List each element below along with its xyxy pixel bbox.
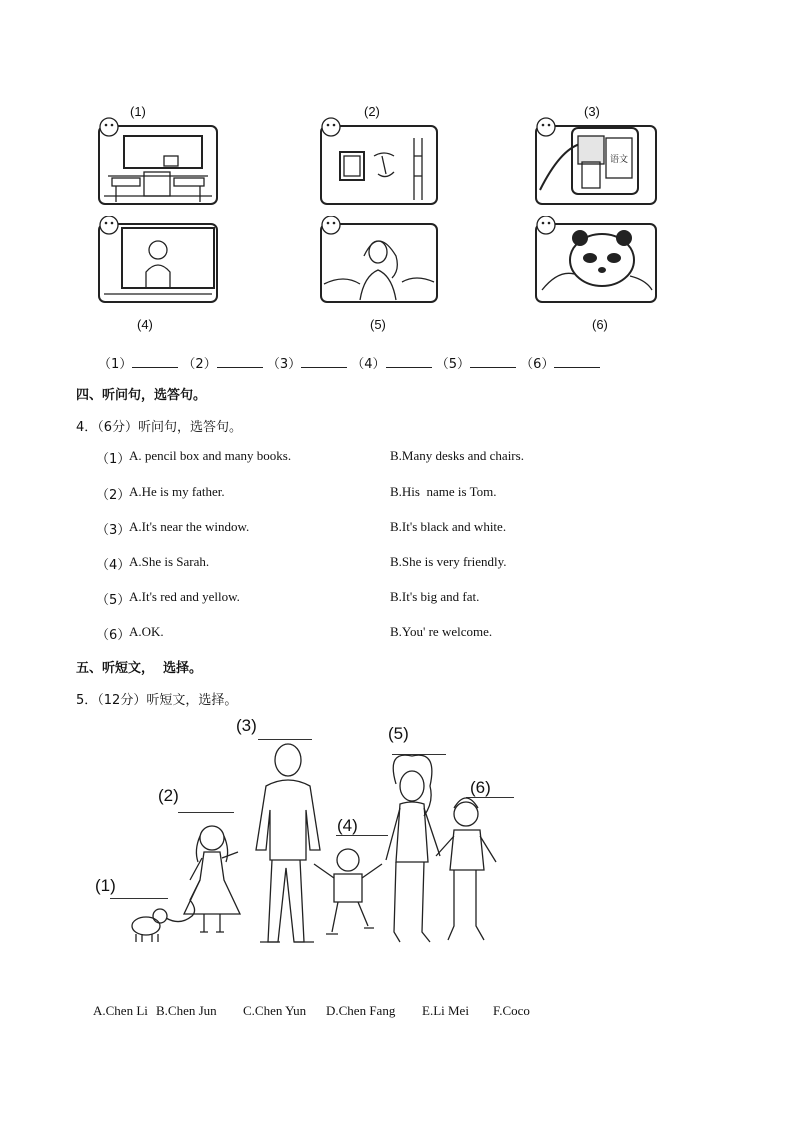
option-a[interactable]: A.Chen Li [93,1003,148,1018]
family-drawing [120,738,510,954]
answer-blank-3[interactable] [301,355,347,368]
answer-num-3: （3） [266,357,302,372]
section-4-heading: 四、听问句，选答句。 [76,388,207,403]
picture-label-4: (4) [137,317,153,332]
picture-label-6: (6) [592,317,608,332]
item-4-number: （4） [96,558,131,573]
item-5-option-b[interactable]: B.It's big and fat. [390,589,480,604]
figure-label-1: (1) [95,876,116,895]
classroom-picture [96,116,220,208]
item-3-number: （3） [96,523,131,538]
answer-num-5: （5） [435,357,470,372]
answer-num-6: （6） [520,357,555,372]
dog-figure [132,880,200,942]
item-4-option-b[interactable]: B.She is very friendly. [390,554,507,569]
option-c[interactable]: C.Chen Yun [243,1003,307,1018]
panda-bag-picture [532,216,660,306]
item-1-number: （1） [96,452,131,467]
answer-blank-4[interactable] [386,355,432,368]
figure-label-3: (3) [236,716,257,735]
svg-text:语文: 语文 [610,155,629,165]
answer-row [98,353,600,372]
item-6-option-a[interactable]: A.OK. [129,624,164,639]
picture-label-1: (1) [130,104,146,119]
wall-pictures-picture [318,116,440,208]
item-5-number: （5） [96,593,131,608]
answer-num-4: （4） [351,357,386,372]
option-d[interactable]: D.Chen Fang [326,1003,396,1018]
section-5-heading: 五、听短文， 选择。 [76,661,203,676]
figure-label-2: (2) [158,786,179,805]
mother-figure [386,755,440,942]
item-3-option-a[interactable]: A.It's near the window. [129,519,250,534]
woman-picture [318,216,440,306]
figure-label-5: (5) [388,724,409,743]
answer-num-1: （1） [98,357,133,372]
section-4-question: 4．（6分）听问句，选答句。 [76,420,243,435]
item-1-option-a[interactable]: A. pencil box and many books. [129,448,292,463]
option-e[interactable]: E.Li Mei [422,1003,469,1018]
item-5-option-a[interactable]: A.It's red and yellow. [129,589,240,604]
option-b[interactable]: B.Chen Jun [156,1003,217,1018]
item-3-option-b[interactable]: B.It's black and white. [390,519,507,534]
answer-blank-2[interactable] [217,355,263,368]
answer-blank-6[interactable] [554,355,600,368]
item-2-option-b[interactable]: B.His name is Tom. [390,484,497,499]
item-1-option-b[interactable]: B.Many desks and chairs. [390,448,524,463]
item-2-number: （2） [96,488,131,503]
boy-figure [314,849,382,934]
picture-label-3: (3) [584,104,600,119]
bag-books-picture [532,116,660,208]
item-4-option-a[interactable]: A.She is Sarah. [129,554,210,569]
item-2-option-a[interactable]: A.He is my father. [129,484,225,499]
option-f[interactable]: F.Coco [493,1003,530,1018]
section-5-question: 5．（12分）听短文，选择。 [76,693,238,708]
picture-label-5: (5) [370,317,386,332]
figure-label-4: (4) [337,816,358,835]
item-6-option-b[interactable]: B.You' re welcome. [390,624,493,639]
item-6-number: （6） [96,628,131,643]
figure-label-6: (6) [470,778,491,797]
answer-blank-5[interactable] [470,355,516,368]
answer-num-2: （2） [182,357,217,372]
father-figure [256,744,320,942]
picture-label-2: (2) [364,104,380,119]
sister-figure [436,798,496,940]
teacher-picture [96,216,220,306]
answer-blank-1[interactable] [132,355,178,368]
